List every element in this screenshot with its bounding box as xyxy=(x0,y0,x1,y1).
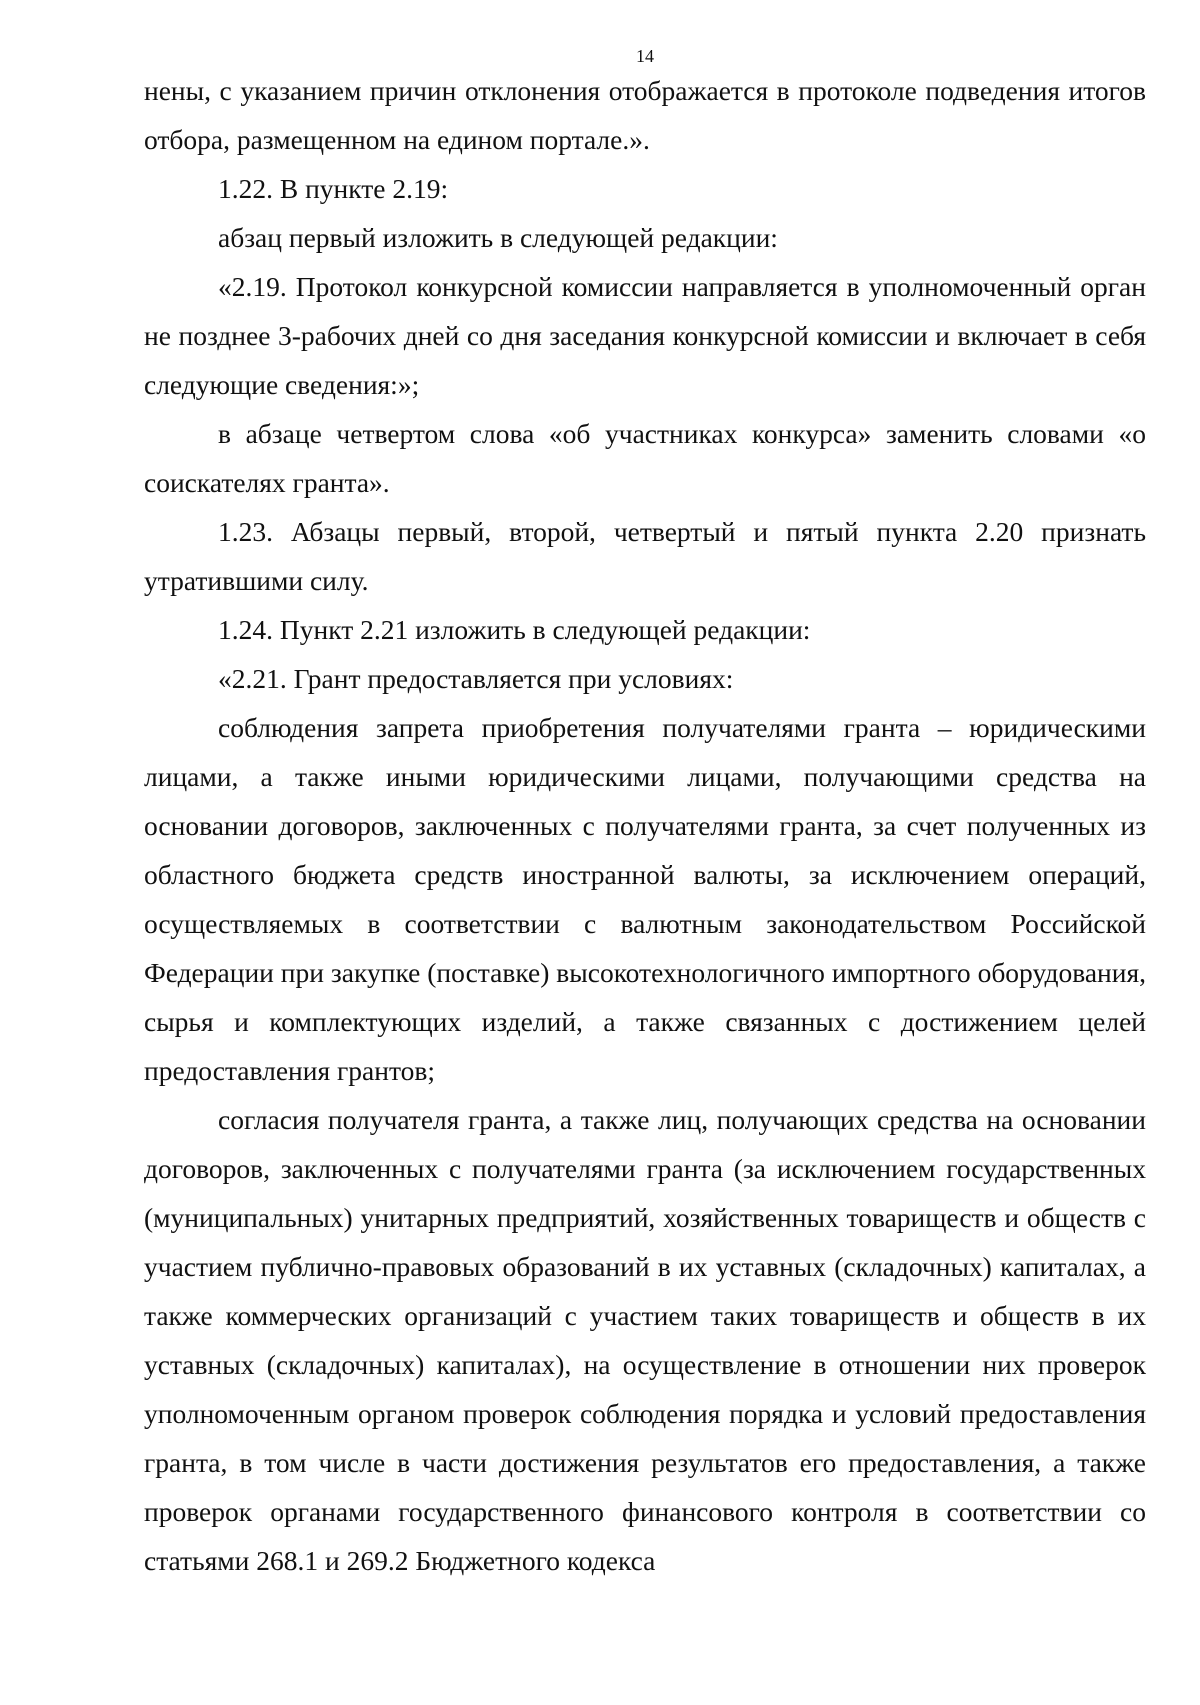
paragraph-quote-2-19: «2.19. Протокол конкурсной комиссии направляется в уполномоченный орган не позднее 3-рабочих дней со дня заседания конкурсной комиссии и включает в себя следующие сведения:»; xyxy=(144,271,1146,400)
paragraph-item-1-23: 1.23. Абзацы первый, второй, четвертый и пятый пункта 2.20 признать утратившими силу. xyxy=(144,516,1146,596)
paragraph-continuation: нены, с указанием причин отклонения отображается в протоколе подведения итогов отбора, размещенном на едином портале.». xyxy=(144,75,1146,155)
paragraph: в абзаце четвертом слова «об участниках конкурса» заменить словами «о соискателях гранта». xyxy=(144,418,1146,498)
paragraph-item-1-24: 1.24. Пункт 2.21 изложить в следующей редакции: xyxy=(218,614,811,645)
document-body xyxy=(144,66,1146,1585)
paragraph-item-1-22: 1.22. В пункте 2.19: xyxy=(218,173,449,204)
page-number: 14 xyxy=(636,46,654,66)
paragraph-condition-2: согласия получателя гранта, а также лиц, получающих средства на основании договоров, заключенных с получателями гранта (за исключением государственных (муниципальных) унитарных предприятий, хозяйственных товариществ и обществ с участием публично-правовых образований в их уставных (складочных) капиталах, а также коммерческих организаций с участием таких товариществ и обществ в их уставных (складочных) капиталах), на осуществление в отношении них проверок уполномоченным органом проверок соблюдения порядка и условий предоставления гранта, в том числе в части достижения результатов его предоставления, а также проверок органами государственного финансового контроля в соответствии со статьями 268.1 и 269.2 Бюджетного кодекса xyxy=(144,1104,1146,1576)
paragraph-condition-1: соблюдения запрета приобретения получателями гранта – юридическими лицами, а также иными юридическими лицами, получающими средства на основании договоров, заключенных с получателями гранта, за счет полученных из областного бюджета средств иностранной валюты, за исключением операций, осуществляемых в соответствии с валютным законодательством Российской Федерации при закупке (поставке) высокотехнологичного импортного оборудования, сырья и комплектующих изделий, а также связанных с достижением целей предоставления грантов; xyxy=(144,712,1146,1086)
paragraph-quote-2-21: «2.21. Грант предоставляется при условиях: xyxy=(218,663,734,694)
paragraph: абзац первый изложить в следующей редакции: xyxy=(218,222,778,253)
